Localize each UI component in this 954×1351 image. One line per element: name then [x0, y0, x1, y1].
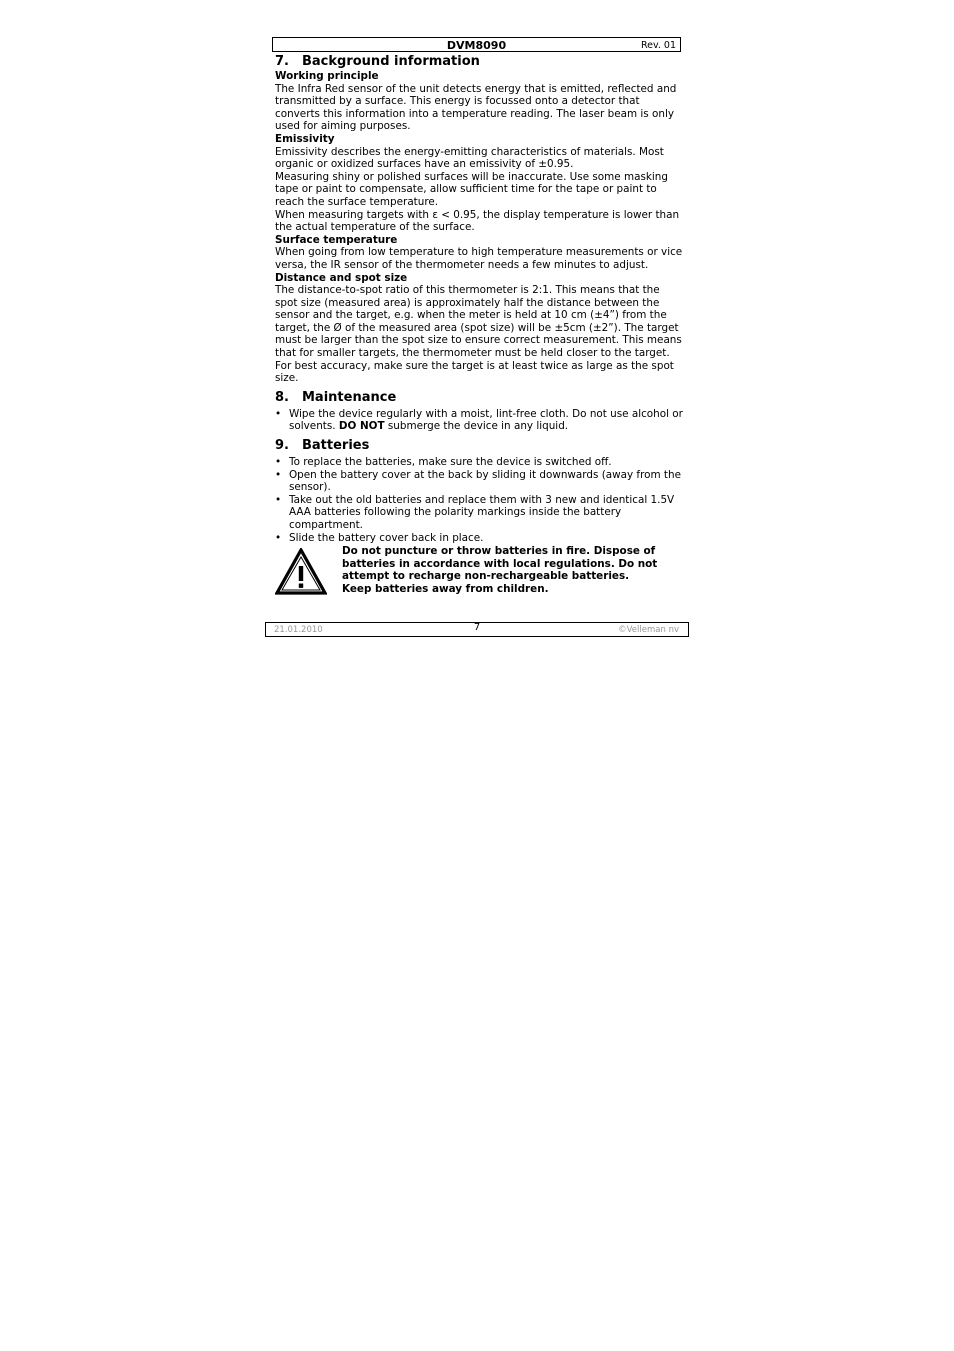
list-item [275, 408, 683, 433]
list-item: • Take out the old batteries and replace them with 3 new and identical 1.5V AAA batteries following the polarity markings inside the battery compartment. [275, 494, 683, 532]
revision-label: Rev. 01 [640, 40, 676, 51]
section-number: 9. [275, 438, 289, 454]
section-title: Background information [302, 54, 480, 69]
footer-copyright: ©Velleman nv [618, 625, 679, 635]
batteries-list [275, 456, 683, 544]
list-item: • To replace the batteries, make sure the device is switched off. [275, 456, 683, 469]
paragraph-distance-spot-size: The distance-to-spot ratio of this thermometer is 2:1. This means that the spot size (measured area) is approximately half the distance between the sensor and the target, e.g. when the meter is held at 10 cm (±4”) from the target, the Ø of the measured area (spot size) will be ±5cm (±2”). The target must be larger than the spot size to ensure correct measurement. This means that for smaller targets, the thermometer must be held closer to the target. For best accuracy, make sure the target is at least twice as large as the spot size. [275, 284, 682, 385]
section-heading-maintenance [275, 390, 683, 406]
footer-date: 21.01.2010 [274, 625, 323, 635]
section-heading-background [275, 54, 683, 70]
page-number: 7 [473, 622, 481, 633]
section-heading-batteries [275, 438, 683, 454]
warning-text [342, 545, 682, 595]
subheading-surface-temperature: Surface temperature [275, 233, 398, 246]
list-item-text: submerge the device in any liquid. [384, 420, 569, 433]
paragraph-emissivity-1: Emissivity describes the energy-emitting characteristics of materials. Most organic or oxidized surfaces have an emissivity of ±0.95. [275, 145, 664, 171]
page-header [272, 37, 681, 52]
exclamation-triangle-icon [275, 548, 327, 595]
warning-line: Do not puncture or throw batteries in fire. Dispose of batteries in accordance with local regulations. Do not attempt to recharge non-rechargeable batteries. [342, 545, 658, 583]
list-item-emphasis: DO NOT [338, 420, 385, 433]
paragraph-emissivity-3: When measuring targets with ε < 0.95, the display temperature is lower than the actual temperature of the surface. [275, 208, 680, 234]
paragraph-surface-temperature: When going from low temperature to high temperature measurements or vice versa, the IR sensor of the thermometer needs a few minutes to adjust. [275, 246, 683, 271]
paragraph-working-principle: The Infra Red sensor of the unit detects energy that is emitted, reflected and transmitted by a surface. This energy is focussed onto a detector that converts this information into a temperature reading. The laser beam is only used for aiming purposes. [275, 82, 677, 133]
warning-line: Keep batteries away from children. [342, 582, 549, 595]
list-item-text: Wipe the device regularly with a moist, lint-free cloth. Do not use alcohol or solvents. [289, 407, 683, 433]
section-number: 7. [275, 54, 289, 69]
subheading-working-principle: Working principle [275, 70, 379, 82]
model-number: DVM8090 [446, 39, 507, 52]
page-footer [265, 622, 689, 637]
paragraph-emissivity-2: Measuring shiny or polished surfaces will be inaccurate. Use some masking tape or paint to compensate, allow sufficient time for the tape or paint to reach the surface temperature. [275, 170, 668, 208]
list-item: • Slide the battery cover back in place. [275, 532, 683, 545]
section-number: 8. [275, 389, 289, 405]
subheading-distance-spot-size: Distance and spot size [275, 271, 408, 284]
battery-warning [275, 545, 683, 597]
subheading-emissivity: Emissivity [275, 132, 335, 145]
section-title: Batteries [302, 438, 370, 454]
page-content [275, 54, 683, 597]
maintenance-list [275, 408, 683, 433]
list-item: • Open the battery cover at the back by sliding it downwards (away from the sensor). [275, 469, 683, 494]
section-title: Maintenance [302, 389, 397, 405]
